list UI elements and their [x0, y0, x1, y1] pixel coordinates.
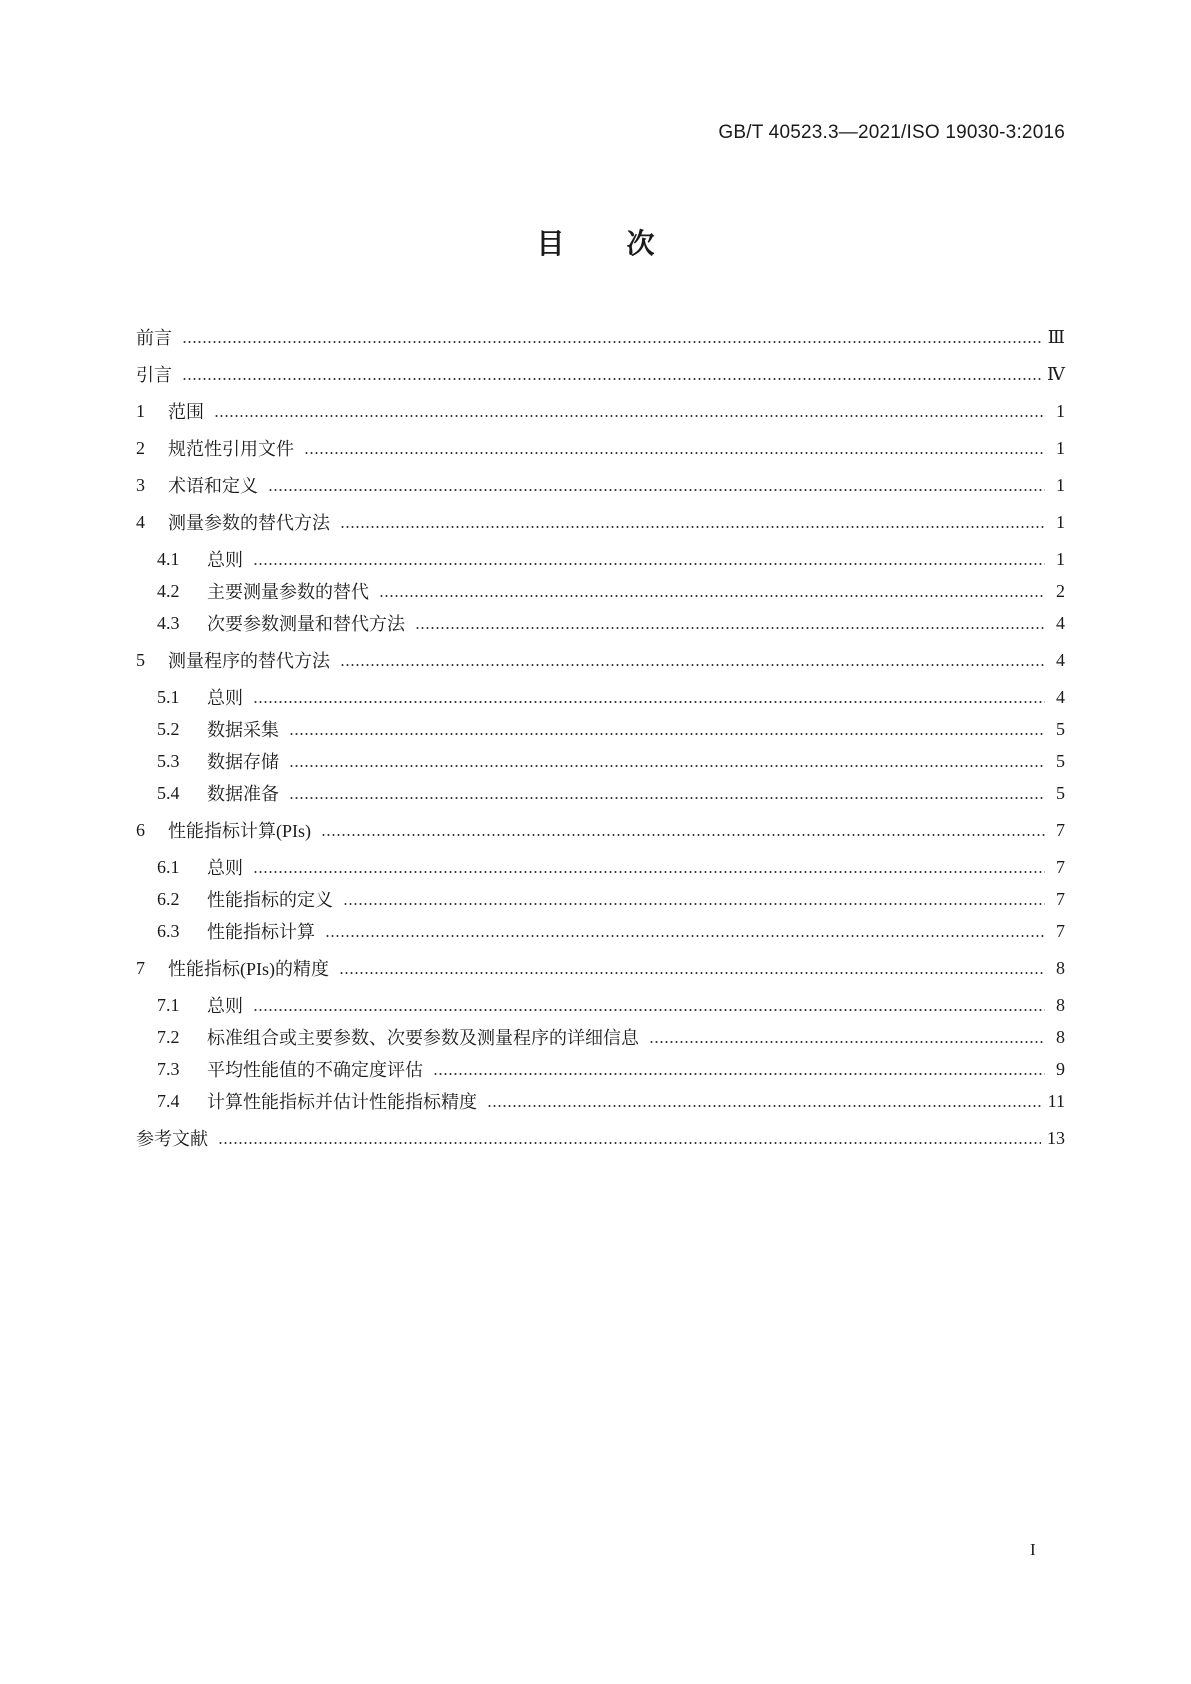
toc-entry-page: 9: [1056, 1058, 1065, 1079]
toc-entry-number: 7.3: [157, 1058, 180, 1079]
toc-entry-number: 7.2: [157, 1026, 180, 1047]
toc-entry-number: 5.1: [157, 686, 180, 707]
toc-entry-title: 规范性引用文件: [168, 439, 294, 459]
dot-leader: [649, 1028, 1045, 1046]
dot-leader: [321, 821, 1045, 839]
dot-leader: [339, 959, 1045, 977]
toc-entry-page: 8: [1056, 957, 1065, 978]
toc-entry-title: 总则: [207, 996, 243, 1016]
toc-entry[interactable]: [136, 1125, 1065, 1151]
toc-entry-title: 总则: [207, 688, 243, 708]
toc-entry-page: 8: [1056, 1026, 1065, 1047]
dot-leader: [182, 328, 1042, 346]
toc-entry[interactable]: [136, 472, 1065, 498]
toc-entry-number: 6: [136, 819, 145, 840]
toc-entry[interactable]: [157, 1024, 1065, 1050]
toc-entry[interactable]: [136, 955, 1065, 981]
toc-entry-title: 数据准备: [207, 784, 279, 804]
dot-leader: [289, 752, 1045, 770]
toc-entry-page: 7: [1056, 920, 1065, 941]
toc-entry-number: 6.2: [157, 888, 180, 909]
toc-entry-number: 5.3: [157, 750, 180, 771]
dot-leader: [289, 784, 1045, 802]
dot-leader: [218, 1129, 1041, 1147]
page-title: 目次: [536, 227, 717, 260]
dot-leader: [415, 614, 1045, 632]
toc-entry-page: 5: [1056, 782, 1065, 803]
dot-leader: [253, 858, 1045, 876]
toc-entry[interactable]: [136, 361, 1065, 387]
dot-leader: [304, 439, 1045, 457]
toc-entry[interactable]: [136, 647, 1065, 673]
toc-entry-page: 4: [1056, 686, 1065, 707]
toc-entry-page: 5: [1056, 718, 1065, 739]
toc-entry-title: 标准组合或主要参数、次要参数及测量程序的详细信息: [207, 1028, 639, 1048]
dot-leader: [325, 922, 1045, 940]
toc-entry-page: 13: [1047, 1127, 1065, 1148]
dot-leader: [253, 550, 1045, 568]
toc-entry[interactable]: [157, 1088, 1065, 1114]
toc-entry-page: 4: [1056, 649, 1065, 670]
toc-entry[interactable]: [136, 435, 1065, 461]
toc-entry-page: 7: [1056, 888, 1065, 909]
toc-entry-page: 7: [1056, 819, 1065, 840]
toc-entry-number: 5.2: [157, 718, 180, 739]
toc-entry[interactable]: [157, 1056, 1065, 1082]
dot-leader: [340, 651, 1045, 669]
dot-leader: [379, 582, 1045, 600]
toc-entry-title: 参考文献: [136, 1129, 208, 1149]
dot-leader: [268, 476, 1045, 494]
toc-entry-title: 范围: [168, 402, 204, 422]
toc-entry-title: 引言: [136, 365, 172, 385]
toc-entry-number: 5.4: [157, 782, 180, 803]
toc-entry-page: 11: [1047, 1090, 1065, 1111]
document-code-header: GB/T 40523.3—2021/ISO 19030-3:2016: [718, 122, 1065, 143]
toc-entry[interactable]: [157, 992, 1065, 1018]
toc-entry[interactable]: [136, 509, 1065, 535]
toc-entry-title: 数据采集: [207, 720, 279, 740]
toc-entry-page: 1: [1056, 511, 1065, 532]
toc-entry-title: 性能指标计算(PIs): [168, 821, 311, 841]
dot-leader: [253, 688, 1045, 706]
page-number: I: [1030, 1540, 1036, 1559]
dot-leader: [433, 1060, 1045, 1078]
dot-leader: [253, 996, 1045, 1014]
toc-entry[interactable]: [136, 398, 1065, 424]
toc-entry-title: 次要参数测量和替代方法: [207, 614, 405, 634]
dot-leader: [182, 365, 1041, 383]
toc-entry-page: 4: [1056, 612, 1065, 633]
toc-entry-title: 测量程序的替代方法: [168, 651, 330, 671]
toc-entry-page: 1: [1056, 474, 1065, 495]
toc-entry-title: 总则: [207, 858, 243, 878]
toc-entry-page: Ⅲ: [1047, 326, 1065, 347]
toc-entry[interactable]: [157, 854, 1065, 880]
toc-entry-title: 性能指标的定义: [207, 890, 333, 910]
toc-entry-number: 7.4: [157, 1090, 180, 1111]
dot-leader: [343, 890, 1045, 908]
toc-entry-title: 测量参数的替代方法: [168, 513, 330, 533]
toc-entry[interactable]: [157, 684, 1065, 710]
toc-entry-page: 1: [1056, 437, 1065, 458]
dot-leader: [214, 402, 1045, 420]
toc-entry-page: 5: [1056, 750, 1065, 771]
toc-entry[interactable]: [136, 817, 1065, 843]
toc-entry-title: 主要测量参数的替代: [207, 582, 369, 602]
toc-entry-number: 3: [136, 474, 145, 495]
toc-entry-page: 1: [1056, 548, 1065, 569]
toc-entry-number: 4.3: [157, 612, 180, 633]
toc-entry-page: 2: [1056, 580, 1065, 601]
toc-entry-number: 4: [136, 511, 145, 532]
toc-entry-number: 5: [136, 649, 145, 670]
toc-entry[interactable]: [157, 780, 1065, 806]
toc-entry[interactable]: [157, 886, 1065, 912]
toc-entry-number: 6.1: [157, 856, 180, 877]
toc-entry-page: 8: [1056, 994, 1065, 1015]
dot-leader: [289, 720, 1045, 738]
toc-entry-title: 计算性能指标并估计性能指标精度: [207, 1092, 477, 1112]
toc-entry-title: 性能指标(PIs)的精度: [168, 959, 329, 979]
toc-entry[interactable]: [157, 748, 1065, 774]
dot-leader: [340, 513, 1045, 531]
toc-entry-number: 7.1: [157, 994, 180, 1015]
dot-leader: [487, 1092, 1042, 1110]
toc-entry-title: 平均性能值的不确定度评估: [207, 1060, 423, 1080]
toc-entry-number: 4.2: [157, 580, 180, 601]
toc-entry-number: 2: [136, 437, 145, 458]
toc-entry-title: 数据存储: [207, 752, 279, 772]
toc-entry[interactable]: [157, 918, 1065, 944]
toc-entry[interactable]: [157, 716, 1065, 742]
toc-entry-title: 性能指标计算: [207, 922, 315, 942]
toc-entry-title: 总则: [207, 550, 243, 570]
toc-entry-title: 前言: [136, 328, 172, 348]
toc-entry-page: Ⅳ: [1047, 363, 1065, 384]
toc-entry-number: 7: [136, 957, 145, 978]
toc-entry[interactable]: [157, 578, 1065, 604]
toc-entry-number: 1: [136, 400, 145, 421]
toc-entry-page: 1: [1056, 400, 1065, 421]
toc-entry[interactable]: [157, 610, 1065, 636]
toc-entry-page: 7: [1056, 856, 1065, 877]
toc-entry-number: 4.1: [157, 548, 180, 569]
toc-entry-title: 术语和定义: [168, 476, 258, 496]
toc-entry-number: 6.3: [157, 920, 180, 941]
toc-entry[interactable]: [136, 324, 1065, 350]
toc-entry[interactable]: [157, 546, 1065, 572]
